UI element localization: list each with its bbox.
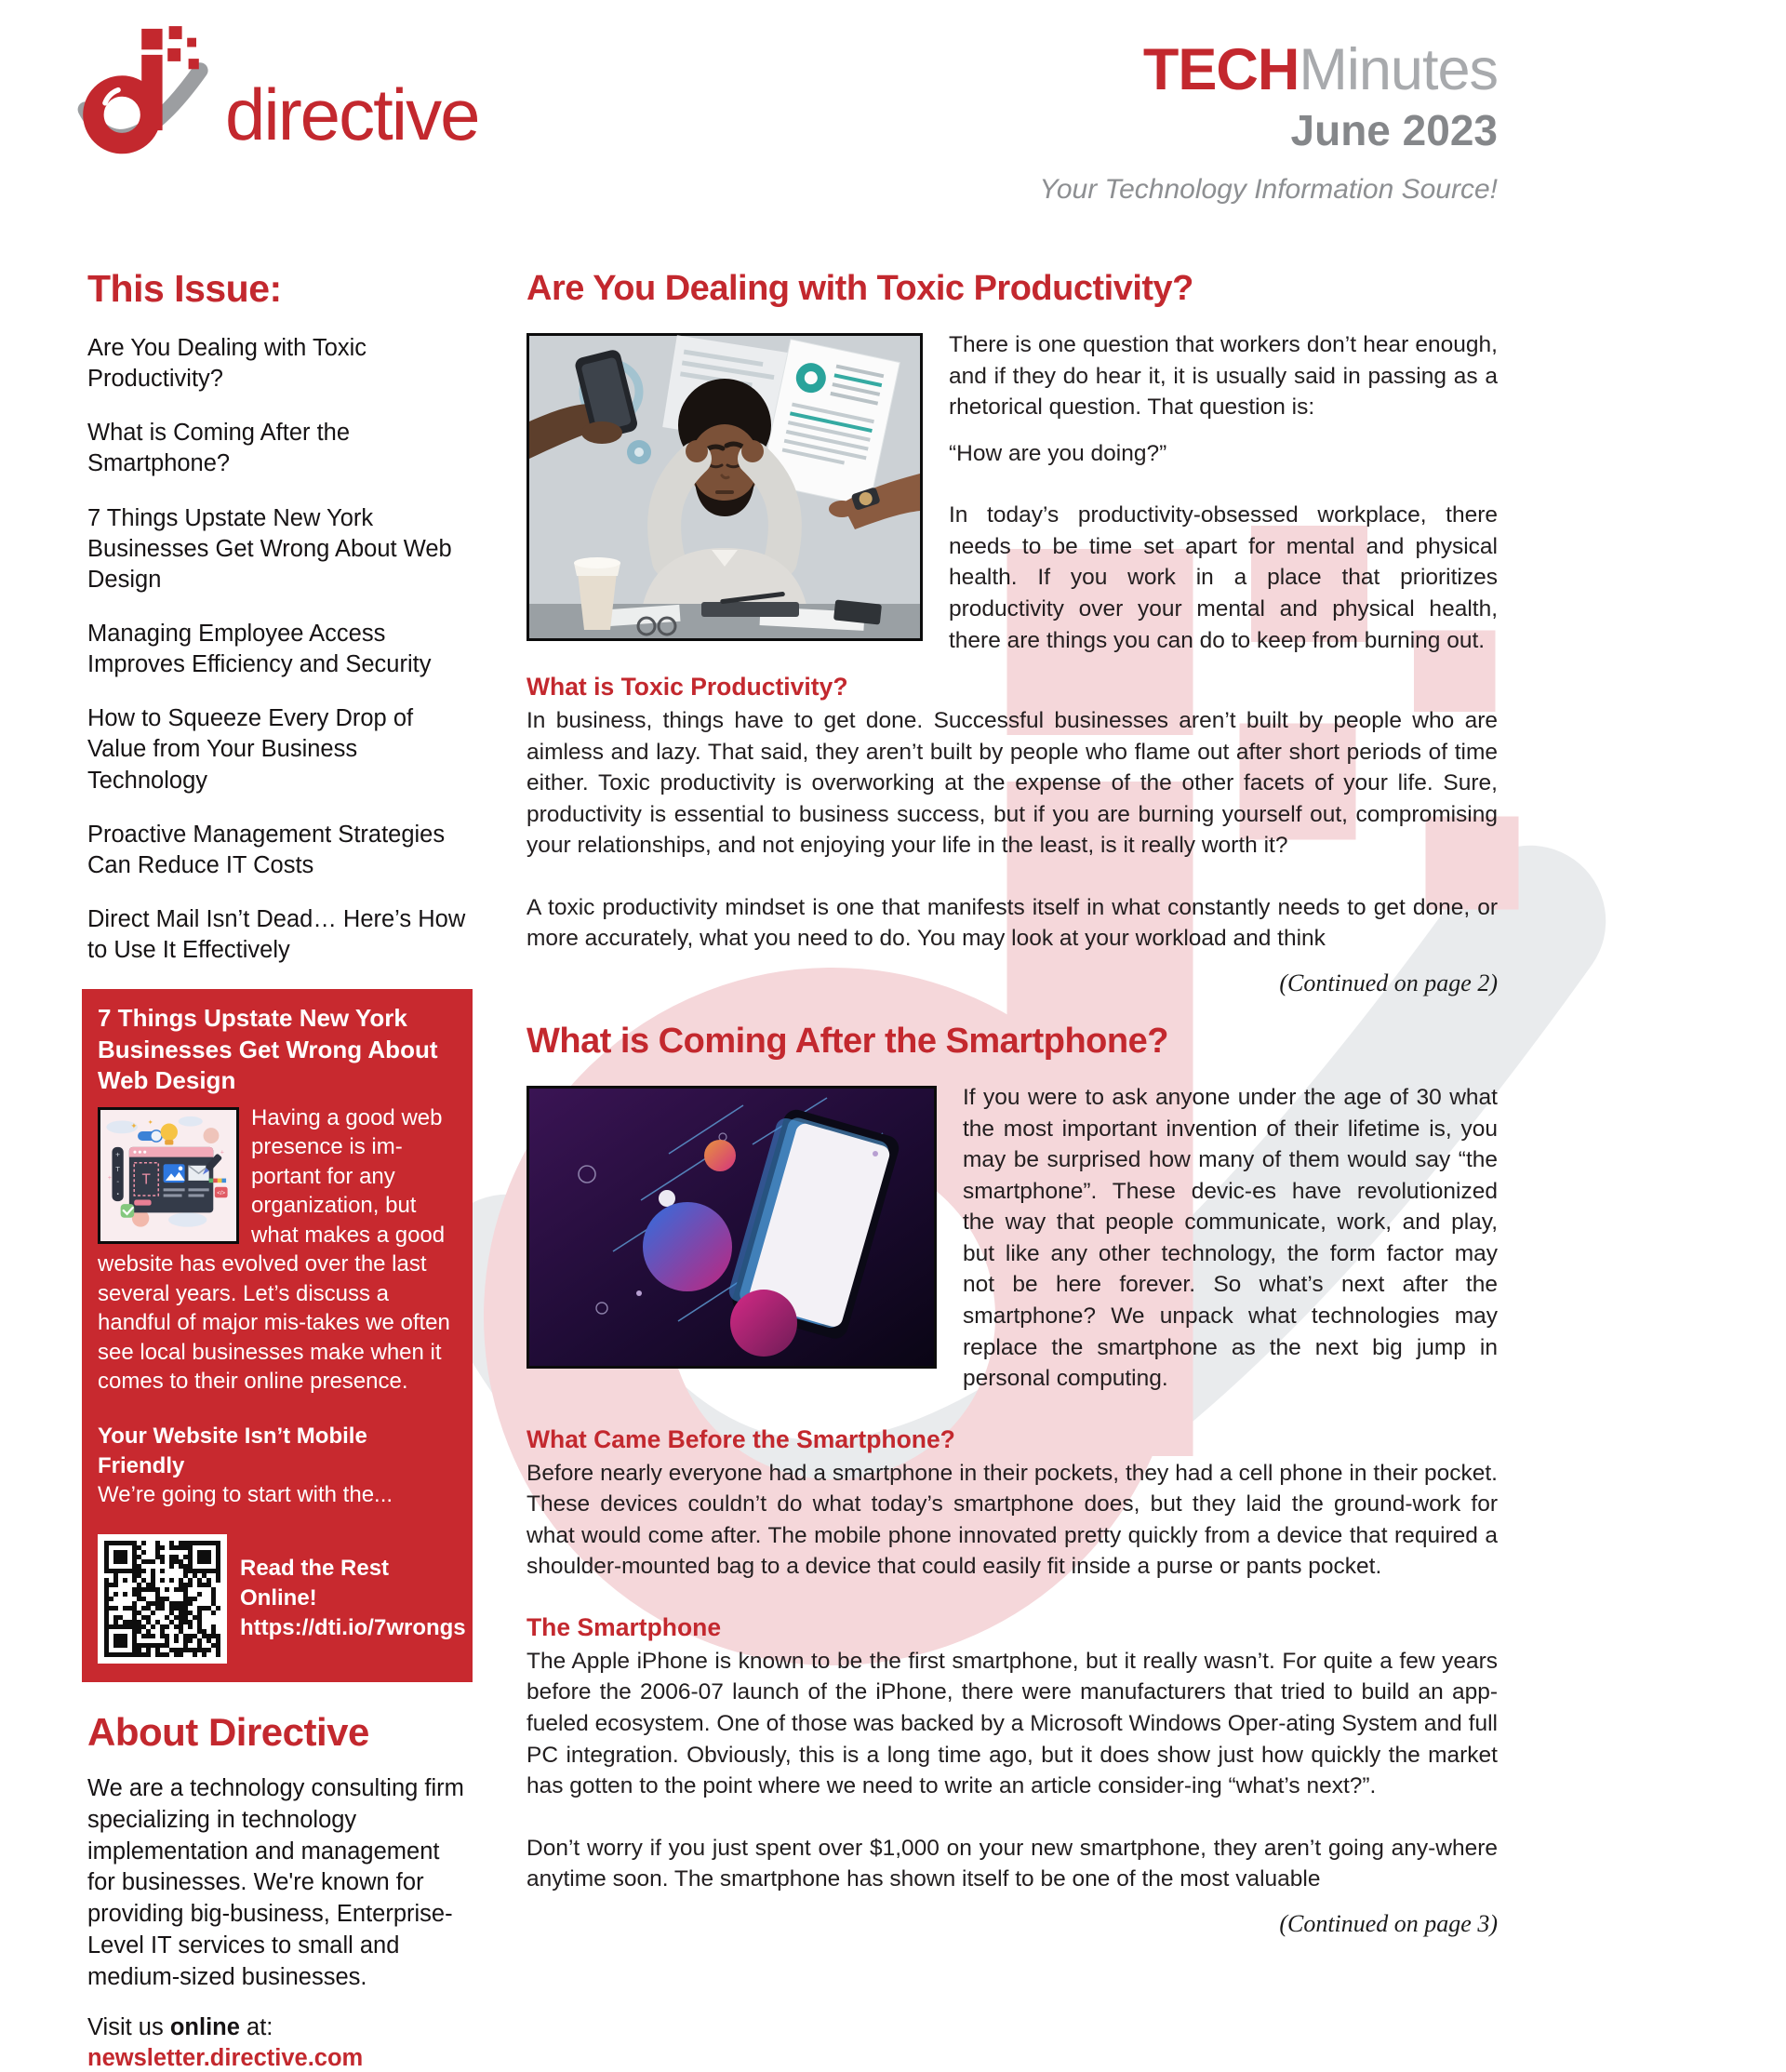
- toc-item: Are You Dealing with Toxic Productivity?: [87, 335, 367, 393]
- article1-p2: “How are you doing?”: [949, 440, 1167, 466]
- stressed-worker-photo-image: [529, 336, 920, 638]
- directive-logo-icon: [73, 26, 229, 172]
- article2-p1: If you were to ask anyone under the age of 30 what the most important invention of their lifetime is, you may be surprised how many of them would say “the smartphone”. These devic-es have revolutionized the way that people communicate, work, and play, but like any other technology, the form factor may not be here forever. So what’s next after the smartphone? We unpack what technologies may replace the smartphone as the next big jump in personal computing.: [963, 1085, 1498, 1392]
- article1-continued-note: (Continued on page 2): [1279, 969, 1498, 996]
- stressed-worker-photo: [526, 333, 923, 641]
- article1-p4: In business, things have to get done. Successful businesses aren’t built by people who are aimless and lazy. That said, they aren’t built by people who flame out after short periods of time either. Toxic productivity is overworking at the expense of the other facets of your life. Sure, productivity is essential to business success, but if you are burning yourself out, compromising your relationships, and not enjoying your life in the least, is it really worth it?: [526, 708, 1498, 859]
- main-column: [526, 230, 1498, 2072]
- toc-item: Proactive Management Strategies Can Reduce IT Costs: [87, 821, 446, 878]
- visit-suffix: at:: [239, 2014, 273, 2041]
- qr-caption-url[interactable]: https://dti.io/7wrongs: [240, 1615, 466, 1641]
- about-body: We are a technology consulting firm specializing in technology implementation and management for businesses. We're known for providing big-business, Enterprise-Level IT services to small and medium-sized businesses.: [87, 1774, 464, 1991]
- article1-p5: A toxic productivity mindset is one that manifests itself in what constantly needs to get done, or more accurately, what you need to do. You may look at your workload and think: [526, 894, 1498, 952]
- toc-item: How to Squeeze Every Drop of Value from Your Business Technology: [87, 705, 414, 794]
- article2-p3: The Apple iPhone is known to be the first smartphone, but it really wasn’t. For quite a few years before the 2006-07 launch of the iPhone, there were manufacturers that tried to build an app-fueled ecosystem. One of those was backed by a Microsoft Windows Oper-ating System and full PC integration. Obviously, this is a long time ago, but it does show just how quickly the market has gotten to the point where we need to write an article consider-ing “what’s next?”.: [526, 1648, 1498, 1799]
- svg-text:✦: ✦: [130, 1120, 138, 1130]
- newsletter-title-rest: Minutes: [1299, 37, 1498, 102]
- newsletter-title-accent: TECH: [1142, 37, 1300, 102]
- visit-bold: online: [169, 2014, 240, 2041]
- article-toxic-productivity: [526, 269, 1498, 997]
- toc-item: Managing Employee Access Improves Efficiency and Security: [87, 620, 432, 678]
- feature-box-body: Having a good web presence is im-portant for any organization, but what makes a good website has evolved over the last several years. Let’s discuss a handful of major mis-takes we often see local businesses make when it comes to their online presence.: [98, 1105, 450, 1394]
- article1-p3: In today’s productivity-obsessed workplace, there needs to be time set apart for mental and physical health. If you work in a place that prioritizes productivity over your mental and physical health, there are things you can do to keep from burning out.: [949, 502, 1498, 653]
- feature-box-title: 7 Things Upstate New York Businesses Get Wrong About Web Design: [98, 1004, 438, 1094]
- article2-continued-note: (Continued on page 3): [1279, 1909, 1498, 1937]
- article1-p1: There is one question that workers don’t hear enough, and if they do hear it, it is usually said in passing as a rhetorical question. That question is:: [949, 332, 1498, 421]
- web-design-illustration: [98, 1107, 239, 1244]
- masthead-block: [1039, 26, 1498, 204]
- about-title: About Directive: [87, 1709, 369, 1754]
- toc-item: 7 Things Upstate New York Businesses Get Wrong About Web Design: [87, 504, 452, 593]
- article1-title: Are You Dealing with Toxic Productivity?: [526, 269, 1193, 308]
- svg-text:▪: ▪: [116, 1191, 119, 1198]
- feature-box-web-design: [82, 989, 473, 1681]
- svg-text:◦: ◦: [116, 1177, 119, 1186]
- svg-text:+: +: [115, 1149, 121, 1159]
- svg-text:T: T: [141, 1171, 151, 1188]
- svg-text:+: +: [107, 1175, 112, 1183]
- smartphone-illustration-image: [529, 1089, 934, 1366]
- svg-text:</>: </>: [217, 1190, 226, 1197]
- toc-item: What is Coming After the Smartphone?: [87, 420, 351, 477]
- visit-prefix: Visit us: [87, 2014, 170, 2041]
- article1-subheading: What is Toxic Productivity?: [526, 673, 848, 702]
- visit-line: [87, 2014, 473, 2041]
- article2-p4: Don’t worry if you just spent over $1,000 on your new smartphone, they aren’t going any-where anytime soon. The smartphone has shown itself to be one of the most valuable: [526, 1835, 1498, 1892]
- newsletter-site-link[interactable]: newsletter.directive.com: [87, 2045, 364, 2072]
- directive-logo: [73, 26, 478, 172]
- issue-date: June 2023: [1290, 106, 1498, 154]
- qr-caption-line1: Read the Rest Online!: [240, 1555, 390, 1611]
- smartphone-illustration: [526, 1086, 937, 1369]
- web-design-illustration-icon: [100, 1110, 236, 1241]
- svg-text:+: +: [220, 1149, 224, 1156]
- brand-wordmark: directive: [225, 74, 479, 155]
- article2-title: What is Coming After the Smartphone?: [526, 1022, 1168, 1061]
- article2-subheading1: What Came Before the Smartphone?: [526, 1424, 955, 1453]
- feature-box-subheading: Your Website Isn’t Mobile Friendly: [98, 1424, 367, 1478]
- sidebar: [82, 230, 473, 2072]
- masthead: [82, 26, 1498, 204]
- tagline: Your Technology Information Source!: [1039, 174, 1498, 205]
- article-after-smartphone: [526, 1022, 1498, 1938]
- svg-text:✦: ✦: [147, 1119, 153, 1127]
- article2-subheading2: The Smartphone: [526, 1612, 722, 1641]
- toc-item: Direct Mail Isn’t Dead… Here’s How to Use It Effectively: [87, 905, 466, 964]
- feature-box-subtext: We’re going to start with the...: [98, 1482, 393, 1508]
- article2-p2: Before nearly everyone had a smartphone in their pockets, they had a cell phone in their pocket. These devices couldn’t do what today’s smartphone does, but they laid the ground-work for what would come after. The mobile phone innovated pretty quickly from a device that required a shoulder-mounted bag to a device that could easily fit inside a purse or pants pocket.: [526, 1460, 1498, 1580]
- newsletter-title: [1039, 37, 1498, 102]
- qr-code: [98, 1534, 227, 1664]
- issue-toc: [87, 333, 473, 966]
- this-issue-title: This Issue:: [87, 267, 282, 310]
- svg-text:T: T: [115, 1164, 120, 1173]
